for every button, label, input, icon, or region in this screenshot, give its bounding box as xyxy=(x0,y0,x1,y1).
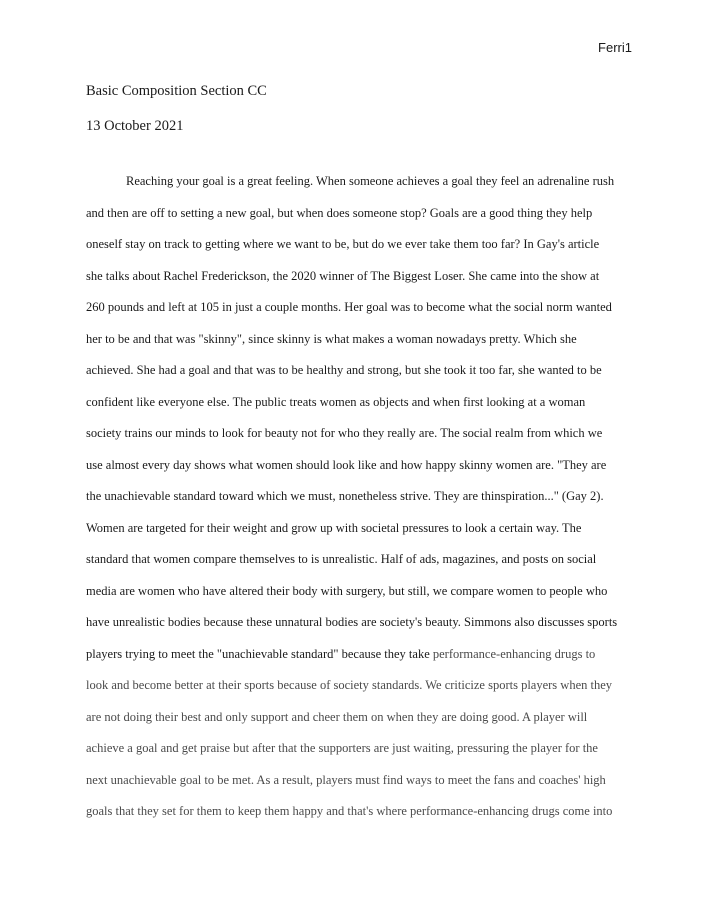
body-line: goals that they set for them to keep them happy and that's where performance-enhancing drugs come into xyxy=(86,804,613,818)
body-line: the unachievable standard toward which we must, nonetheless strive. They are thinspiration..." (Gay 2). xyxy=(86,489,604,503)
body-line: achieved. She had a goal and that was to be healthy and strong, but she took it too far, she wanted to be xyxy=(86,363,602,377)
body-line xyxy=(86,639,638,671)
body-line: society trains our minds to look for beauty not for who they really are. The social realm from which we xyxy=(86,426,603,440)
body-line: confident like everyone else. The public treats women as objects and when first looking at a woman xyxy=(86,394,586,409)
body-line: look and become better at their sports because of society standards. We criticize sports players when they xyxy=(86,678,613,692)
date-heading: 13 October 2021 xyxy=(86,118,184,134)
body-line-tail: performance-enhancing drugs to xyxy=(432,646,596,661)
body-line: achieve a goal and get praise but after that the supporters are just waiting, pressuring the player for the xyxy=(86,741,598,755)
body-line: and then are off to setting a new goal, but when does someone stop? Goals are a good thing they help xyxy=(86,205,593,220)
body-line: she talks about Rachel Frederickson, the 2020 winner of The Biggest Loser. She came into the show at xyxy=(86,268,600,283)
body-line: media are women who have altered their body with surgery, but still, we compare women to people who xyxy=(86,583,608,598)
body-line: have unrealistic bodies because these unnatural bodies are society's beauty. Simmons also discusses sports xyxy=(86,615,618,629)
body-line-start: players trying to meet the "unachievable standard" because they take xyxy=(86,646,433,661)
essay-body xyxy=(86,166,638,828)
body-line: Reaching your goal is a great feeling. When someone achieves a goal they feel an adrenaline rush xyxy=(126,174,615,188)
body-line: standard that women compare themselves to is unrealistic. Half of ads, magazines, and posts on social xyxy=(86,552,597,566)
body-line: 260 pounds and left at 105 in just a couple months. Her goal was to become what the social norm wanted xyxy=(86,300,612,314)
running-head: Ferri1 xyxy=(598,40,632,55)
body-line: next unachievable goal to be met. As a result, players must find ways to meet the fans and coaches' high xyxy=(86,772,606,787)
body-line: oneself stay on track to getting where we want to be, but do we ever take them too far? In Gay's article xyxy=(86,237,600,251)
body-line: are not doing their best and only support and cheer them on when they are doing good. A player will xyxy=(86,709,588,724)
body-line: use almost every day shows what women should look like and how happy skinny women are. "They are xyxy=(86,457,607,472)
body-line: Women are targeted for their weight and grow up with societal pressures to look a certain way. The xyxy=(86,520,582,535)
body-line: her to be and that was "skinny", since skinny is what makes a woman nowadays pretty. Which she xyxy=(86,331,577,346)
course-heading: Basic Composition Section CC xyxy=(86,83,267,99)
